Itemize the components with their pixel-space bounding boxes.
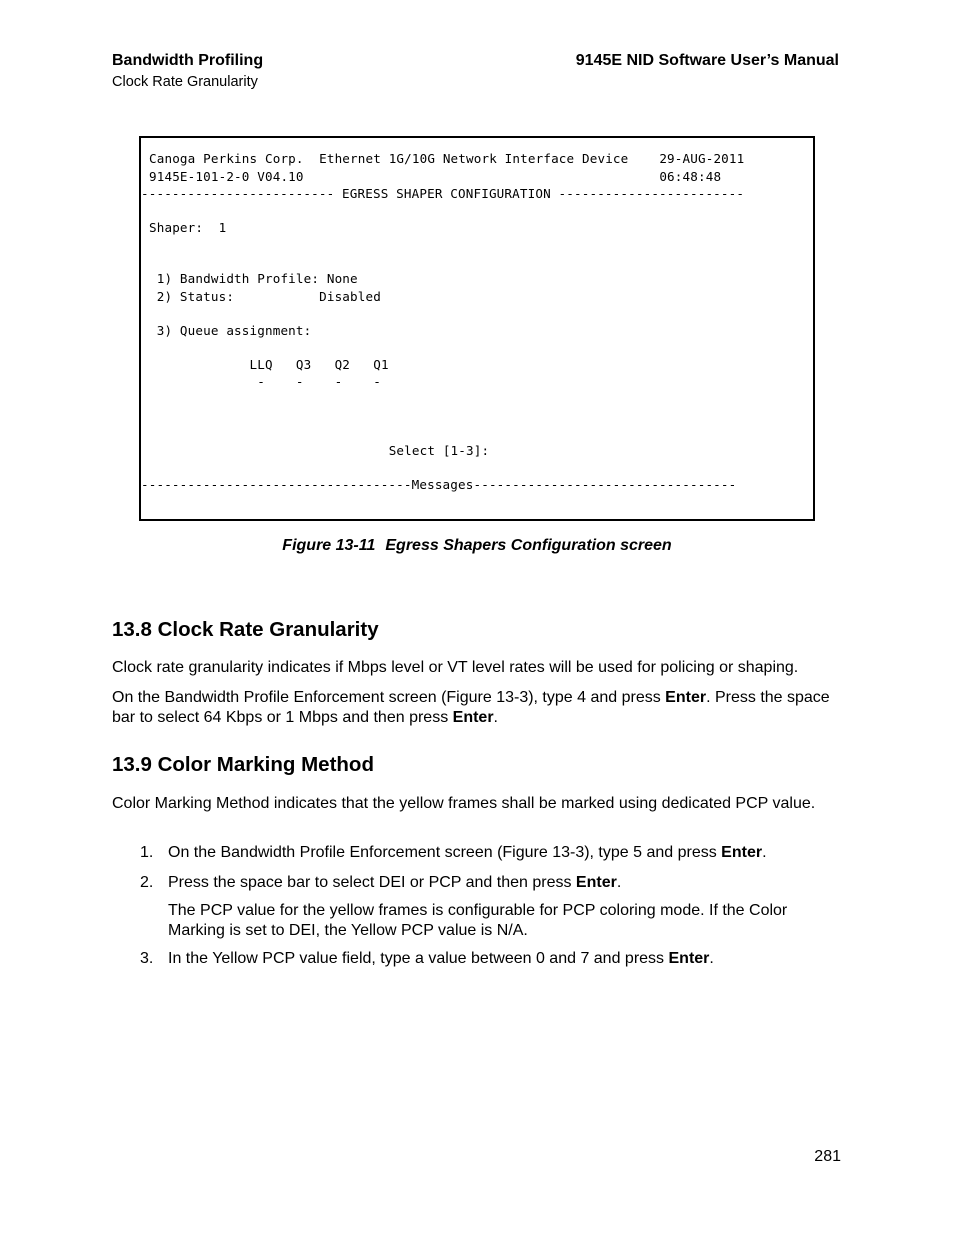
page-number: 281: [814, 1148, 841, 1165]
terminal-line-select-prompt: Select [1-3]:: [149, 443, 490, 458]
terminal-line-status: 2) Status: Disabled: [149, 289, 381, 304]
list-item-step-1: On the Bandwidth Profile Enforcement screen (Figure 13-3), type 5 and press Enter.: [168, 844, 767, 861]
terminal-screenshot: [139, 136, 815, 521]
running-header-section: Clock Rate Granularity: [112, 74, 258, 90]
terminal-line-version: 9145E-101-2-0 V04.10 06:48:48: [149, 169, 722, 184]
list-item-step-3: In the Yellow PCP value field, type a value between 0 and 7 and press Enter.: [168, 950, 714, 967]
terminal-line-bandwidth-profile: 1) Bandwidth Profile: None: [149, 271, 358, 286]
terminal-line-messages-bar: -----------------------------------Messages----------------------------------: [141, 477, 737, 492]
terminal-line-shaper: Shaper: 1: [149, 220, 227, 235]
terminal-line-queue-headers: LLQ Q3 Q2 Q1: [149, 357, 389, 372]
section-heading-13-8: 13.8 Clock Rate Granularity: [112, 618, 379, 641]
paragraph-color-marking-intro: Color Marking Method indicates that the yellow frames shall be marked using dedicated PCP value.: [112, 795, 816, 812]
paragraph-clock-rate-intro: Clock rate granularity indicates if Mbps level or VT level rates will be used for policing or shaping.: [112, 659, 799, 676]
figure-number: Figure 13-11: [282, 537, 376, 554]
section-heading-13-9: 13.9 Color Marking Method: [112, 753, 374, 776]
terminal-line-queue-values: - - - -: [149, 374, 381, 389]
terminal-line-queue-assignment: 3) Queue assignment:: [149, 323, 312, 338]
list-item-number: 3.: [140, 950, 154, 967]
figure-caption: [0, 537, 954, 555]
list-item-number: 2.: [140, 874, 154, 891]
running-header-chapter: Bandwidth Profiling: [112, 52, 264, 69]
terminal-line-title-bar: ------------------------- EGRESS SHAPER CONFIGURATION ------------------------: [141, 186, 745, 201]
list-item-number: 1.: [140, 844, 154, 861]
running-header-manual-title: 9145E NID Software User’s Manual: [575, 52, 839, 69]
paragraph-clock-rate-steps: On the Bandwidth Profile Enforcement screen (Figure 13-3), type 4 and press Enter. Press the space bar to select 64 Kbps or 1 Mbps and then press Enter.: [112, 689, 830, 726]
list-item-note: The PCP value for the yellow frames is configurable for PCP coloring mode. If the Color Marking is set to DEI, the Yellow PCP value is N/A.: [168, 902, 788, 939]
figure-title: Egress Shapers Configuration screen: [385, 537, 672, 554]
terminal-line-company: Canoga Perkins Corp. Ethernet 1G/10G Network Interface Device 29-AUG-2011: [149, 151, 745, 166]
list-item-step-2: Press the space bar to select DEI or PCP and then press Enter.: [168, 874, 622, 891]
